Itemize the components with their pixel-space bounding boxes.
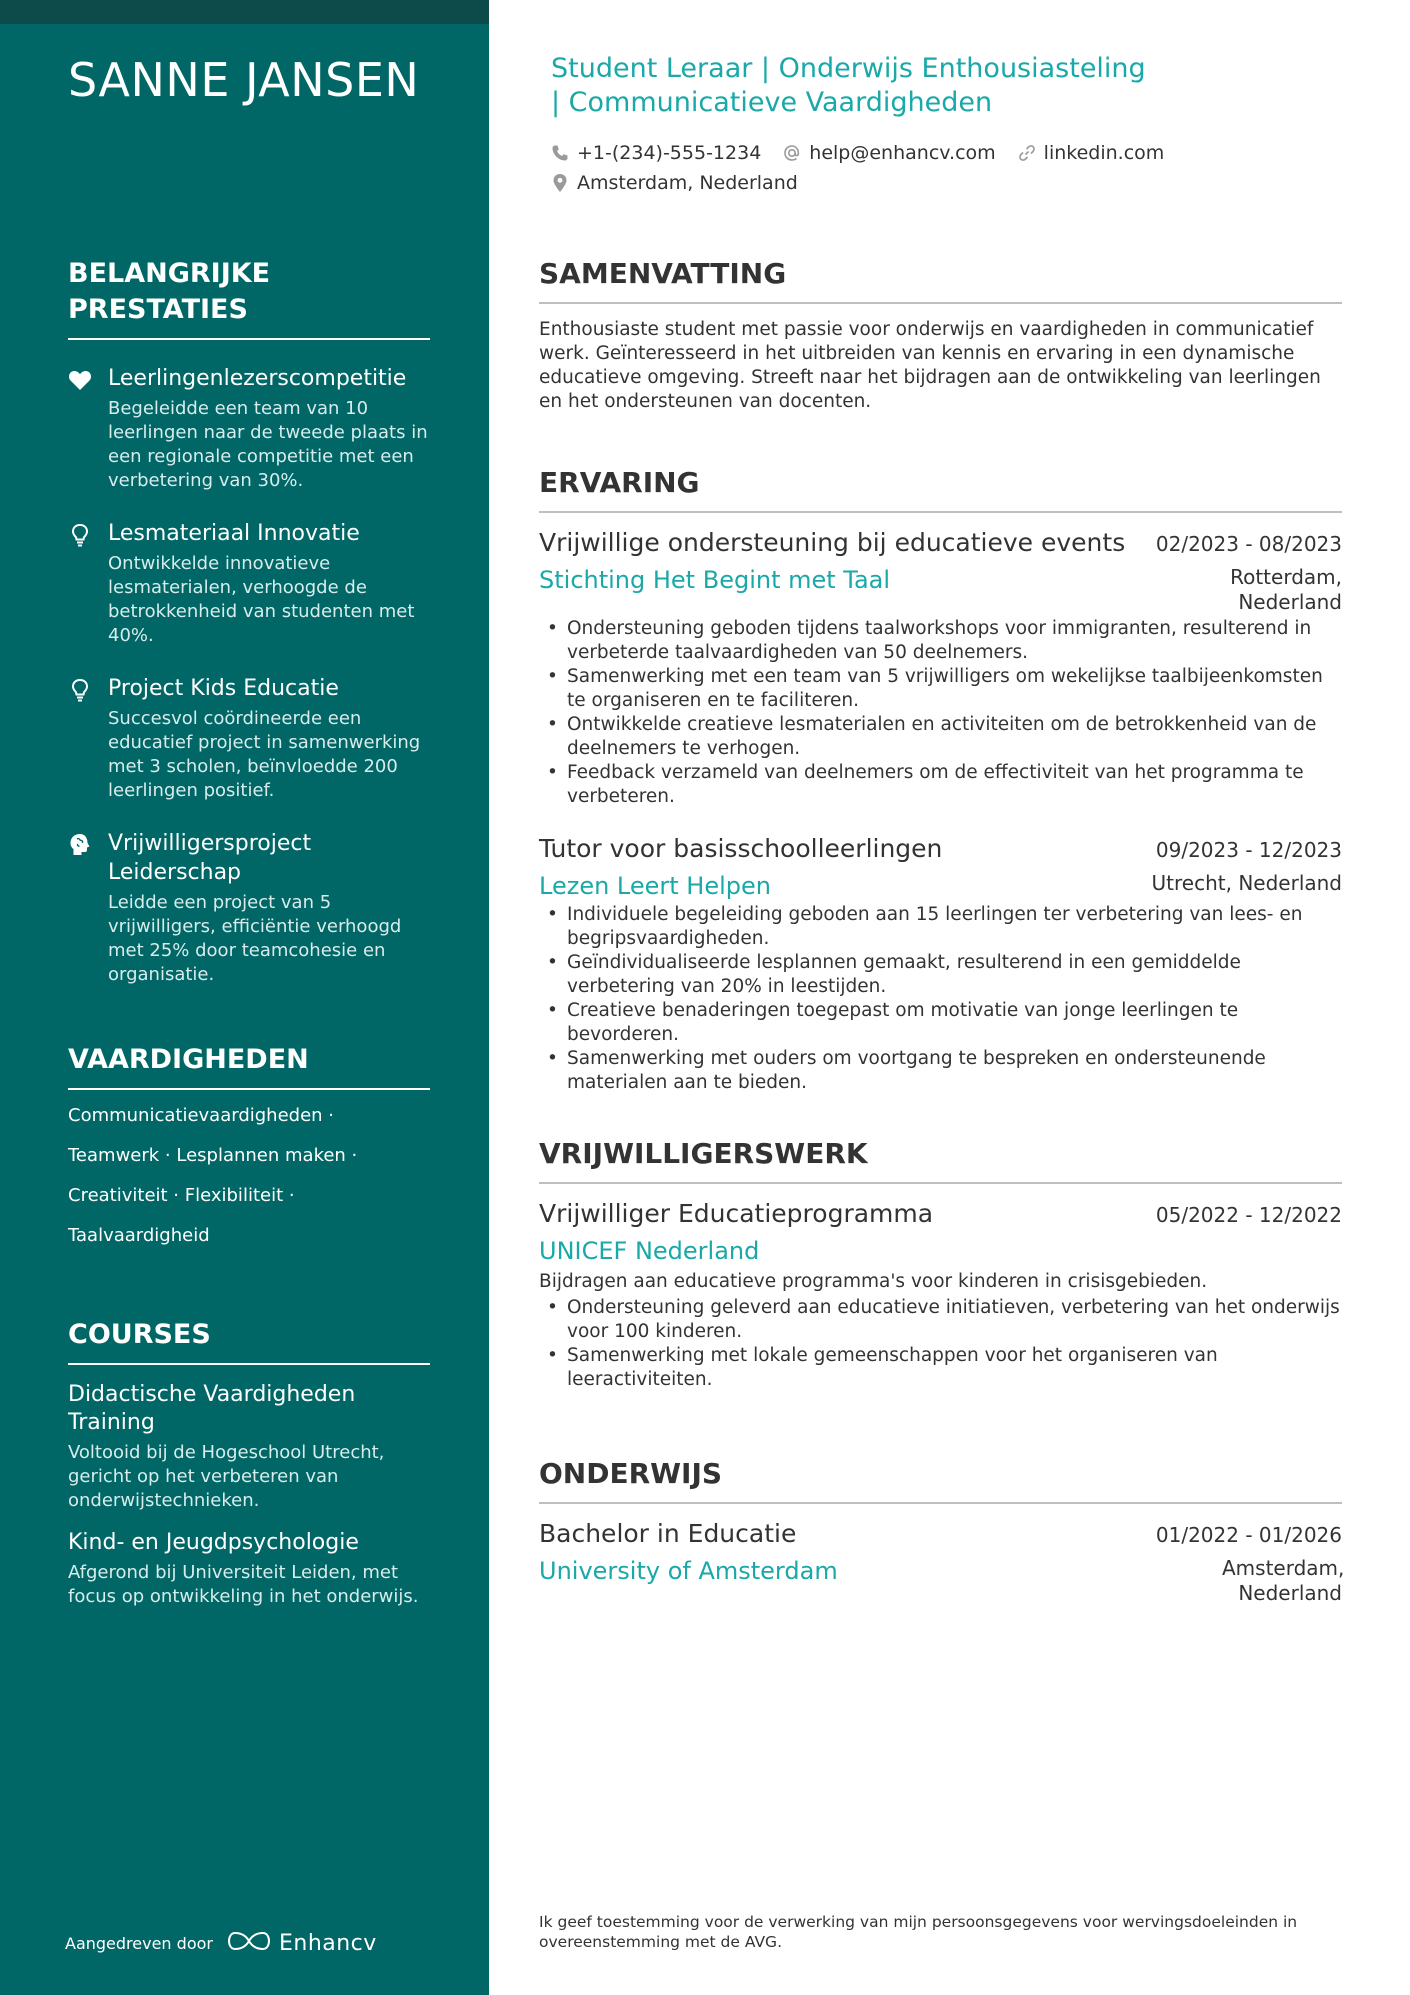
entry-description: Bijdragen aan educatieve programma's voor kinderen in crisisgebieden.: [539, 1271, 1208, 1292]
bullet-item: • Samenwerking met een team van 5 vrijwilligers om wekelijkse taalbijeenkomsten te organiseren en te faciliteren.: [539, 665, 1342, 713]
achievement-desc: Begeleidde een team van 10 leerlingen naar de tweede plaats in een regionale competitie met een verbetering van 30%.: [108, 398, 428, 491]
skills-section: [68, 1042, 430, 1248]
bullet-item: • Ondersteuning geboden tijdens taalworkshops voor immigranten, resulterend in verbeterde taalvaardigheden van 50 deelnemers.: [539, 617, 1342, 665]
lightbulb-icon: [68, 523, 92, 547]
bullet-item: • Individuele begeleiding geboden aan 15 leerlingen ter verbetering van lees- en begripsvaardigheden.: [539, 903, 1342, 951]
entry-bullets: [539, 1296, 1342, 1392]
achievement-item: [68, 829, 430, 987]
summary-section: [539, 256, 1342, 414]
entry-role: Tutor voor basisschoolleerlingen: [539, 834, 943, 863]
bullet-item: • Ontwikkelde creatieve lesmaterialen en activiteiten om de betrokkenheid van de deelnemers te verhogen.: [539, 713, 1342, 761]
entry-degree: Bachelor in Educatie: [539, 1519, 797, 1548]
bullet-item: • Creatieve benaderingen toegepast om motivatie van jonge leerlingen te bevorderen.: [539, 999, 1342, 1047]
achievement-desc: Leidde een project van 5 vrijwilligers, efficiëntie verhoogd met 25% door teamcohesie en organisatie.: [108, 892, 402, 985]
entry-organization: Lezen Leert Helpen: [539, 872, 771, 900]
headline: Student Leraar | Onderwijs Enthousiasteling | Communicatieve Vaardigheden: [551, 53, 1146, 118]
sidebar: [0, 0, 489, 1995]
powered-by: [65, 1930, 377, 1956]
candidate-name: SANNE JANSEN: [68, 53, 420, 107]
phone-icon: [551, 144, 569, 162]
contact-email[interactable]: [783, 142, 995, 164]
sidebar-top-bar: [0, 0, 489, 24]
entry-date: 01/2022 - 01/2026: [1155, 1523, 1342, 1547]
courses-section: [68, 1317, 430, 1609]
bullet-item: • Feedback verzameld van deelnemers om de effectiviteit van het programma te verbeteren.: [539, 761, 1342, 809]
summary-text: Enthousiaste student met passie voor onderwijs en vaardigheden in communicatief werk. Geïnteresseerd in het uitbreiden van kennis en ervaring in een dynamische educatieve omgeving. Streeft naar het bijdragen aan de ontwikkeling van leerlingen en het ondersteunen van docenten.: [539, 319, 1321, 412]
link-icon: [1018, 144, 1036, 162]
experience-heading: ERVARING: [539, 465, 1342, 513]
course-title: Kind- en Jeugdpsychologie: [68, 1530, 359, 1555]
achievement-item: [68, 674, 430, 803]
summary-heading: SAMENVATTING: [539, 256, 1342, 304]
achievement-desc: Succesvol coördineerde een educatief project in samenwerking met 3 scholen, beïnvloedde 200 leerlingen positief.: [108, 708, 421, 801]
skill-line: Creativiteit · Flexibiliteit ·: [68, 1185, 295, 1206]
experience-section: [539, 465, 1342, 1095]
experience-entry: [539, 833, 1342, 1095]
experience-entry: [539, 527, 1342, 809]
bullet-item: • Geïndividualiseerde lesplannen gemaakt, resulterend in een gemiddelde verbetering van 20% in leestijden.: [539, 951, 1342, 999]
entry-location: Utrecht, Nederland: [1151, 871, 1342, 895]
achievements-heading: BELANGRIJKE PRESTATIES: [68, 256, 430, 340]
contact-info: [551, 138, 1251, 198]
volunteer-section: [539, 1136, 1342, 1392]
entry-date: 09/2023 - 12/2023: [1155, 838, 1342, 862]
entry-date: 05/2022 - 12/2022: [1155, 1203, 1342, 1227]
entry-organization: UNICEF Nederland: [539, 1237, 760, 1265]
entry-role: Vrijwilliger Educatieprogramma: [539, 1199, 934, 1228]
achievements-section: [68, 256, 430, 987]
course-title: Didactische Vaardigheden Training: [68, 1382, 356, 1435]
contact-location: [551, 172, 798, 194]
bullet-item: • Samenwerking met ouders om voortgang te bespreken en ondersteunende materialen aan te bieden.: [539, 1047, 1342, 1095]
enhancv-brand: Enhancv: [278, 1930, 377, 1956]
enhancv-logo[interactable]: [227, 1930, 377, 1956]
education-section: [539, 1456, 1345, 1606]
infinity-icon: [227, 1930, 271, 1956]
contact-linkedin-text: linkedin.com: [1043, 142, 1165, 164]
achievement-title: Leerlingenlezerscompetitie: [108, 366, 407, 391]
skill-line: Teamwerk · Lesplannen maken ·: [68, 1145, 358, 1166]
bullet-item: • Samenwerking met lokale gemeenschappen voor het organiseren van leeractiviteiten.: [539, 1344, 1342, 1392]
achievement-title: Lesmateriaal Innovatie: [108, 521, 360, 546]
course-desc: Afgerond bij Universiteit Leiden, met focus op ontwikkeling in het onderwijs.: [68, 1562, 419, 1607]
course-item: [68, 1529, 430, 1609]
achievement-item: [68, 364, 430, 493]
course-item: [68, 1381, 430, 1513]
consent-footer: Ik geef toestemming voor de verwerking van mijn persoonsgegevens voor wervingsdoeleinden in overeenstemming met de AVG.: [539, 1913, 1298, 1951]
volunteer-heading: VRIJWILLIGERSWERK: [539, 1136, 1342, 1184]
skills-list: [68, 1104, 430, 1248]
bullet-item: • Ondersteuning geleverd aan educatieve initiatieven, verbetering van het onderwijs voor 100 kinderen.: [539, 1296, 1342, 1344]
at-icon: [783, 144, 801, 162]
contact-row: [551, 138, 1251, 168]
entry-location: Amsterdam, Nederland: [1222, 1556, 1345, 1605]
courses-heading: COURSES: [68, 1317, 430, 1365]
education-heading: ONDERWIJS: [539, 1456, 1342, 1504]
contact-row: [551, 168, 1251, 198]
skills-heading: VAARDIGHEDEN: [68, 1042, 430, 1090]
brain-icon: [68, 833, 92, 857]
education-entry: [539, 1518, 1345, 1606]
skill-line: Taalvaardigheid: [68, 1225, 210, 1246]
contact-phone-text: +1-(234)-555-1234: [577, 142, 762, 164]
entry-school: University of Amsterdam: [539, 1557, 838, 1585]
location-pin-icon: [551, 174, 569, 192]
entry-bullets: [539, 617, 1342, 809]
entry-bullets: [539, 903, 1342, 1095]
entry-role: Vrijwillige ondersteuning bij educatieve events: [539, 528, 1126, 557]
volunteer-entry: [539, 1198, 1342, 1392]
entry-date: 02/2023 - 08/2023: [1155, 532, 1342, 556]
entry-organization: Stichting Het Begint met Taal: [539, 566, 891, 594]
achievement-title: Project Kids Educatie: [108, 676, 339, 701]
contact-email-text: help@enhancv.com: [809, 142, 996, 164]
contact-phone[interactable]: [551, 142, 761, 164]
achievement-title: Vrijwilligersproject Leiderschap: [108, 831, 312, 885]
course-desc: Voltooid bij de Hogeschool Utrecht, gericht op het verbeteren van onderwijstechnieken.: [68, 1442, 385, 1511]
skill-line: Communicatievaardigheden ·: [68, 1105, 335, 1126]
contact-linkedin[interactable]: [1018, 142, 1165, 164]
achievement-desc: Ontwikkelde innovatieve lesmaterialen, verhoogde de betrokkenheid van studenten met 40%.: [108, 553, 415, 646]
contact-location-text: Amsterdam, Nederland: [577, 172, 798, 194]
achievement-item: [68, 519, 430, 648]
entry-location: Rotterdam, Nederland: [1230, 565, 1342, 614]
powered-by-label: Aangedreven door: [65, 1933, 213, 1953]
heart-icon: [68, 368, 92, 392]
lightbulb-icon: [68, 678, 92, 702]
